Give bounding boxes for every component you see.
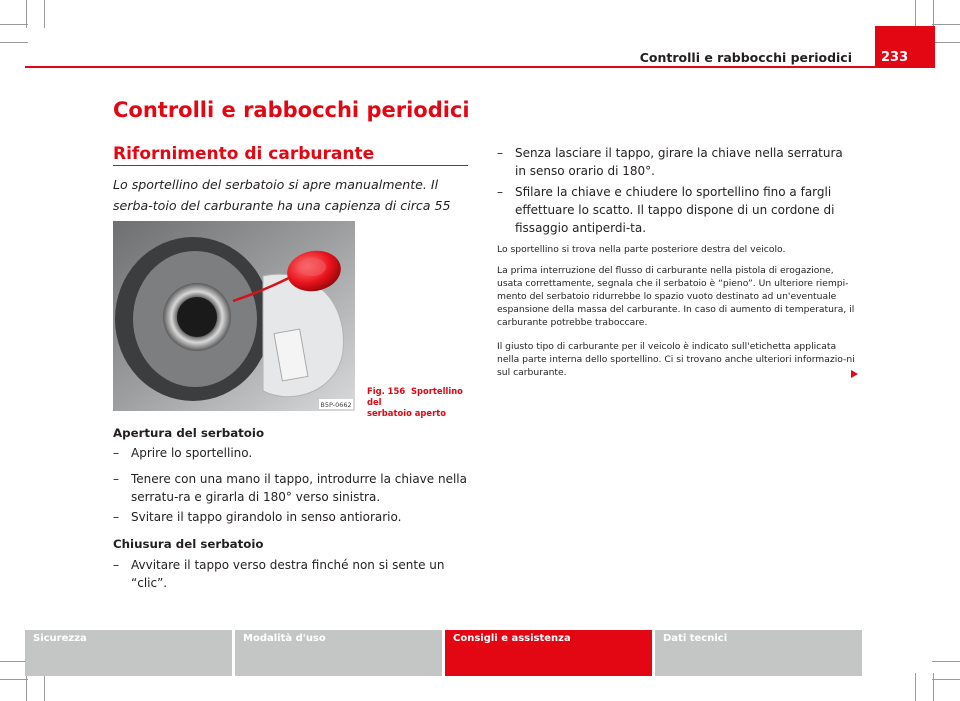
crop-mark [44,673,45,701]
opening-heading: Apertura del serbatoio [113,426,265,440]
footer-tab-dati-tecnici[interactable]: Dati tecnici [655,630,862,676]
figure-code: B5P-0662 [320,401,352,409]
crop-mark [0,42,28,43]
crop-mark [932,42,960,43]
step-item: – Svitare il tappo girandolo in senso antiorario. [113,510,402,524]
running-header-title: Controlli e rabbocchi periodici [639,50,852,65]
crop-mark [932,679,960,680]
figure-caption-line1: Sportellino del [367,386,463,407]
footer-tab-sicurezza[interactable]: Sicurezza [25,630,232,676]
crop-mark [932,661,960,662]
figure-caption-line2: serbatoio aperto [367,408,446,418]
crop-mark [44,0,45,28]
figure-caption [367,386,467,419]
footer-tab-consigli-assistenza[interactable]: Consigli e assistenza [445,630,652,676]
crop-mark [915,673,916,701]
section-intro: Lo sportellino del serbatoio si apre manualmente. Il serba-toio del carburante ha una capienza di circa 55 [113,177,451,213]
step-item: – Senza lasciare il tappo, girare la chiave nella serratura in senso orario di 180°. [497,146,843,178]
continue-arrow-icon [851,370,858,378]
footer-tab-modalita-uso[interactable]: Modalità d'uso [235,630,442,676]
crop-mark [933,673,934,701]
crop-mark [0,661,28,662]
note-paragraph: La prima interruzione del flusso di carburante nella pistola di erogazione, usata correttamente, segnala che il serbatoio è “pieno”. Un ulteriore riempi-mento del serbatoio ridurrebbe lo spazio vuoto destinato ad un'eventuale espansione della massa del carburante. In caso di aumento di temperatura, il carburante potrebbe traboccare. [497,265,855,328]
figure-label: Fig. 156 [367,386,406,396]
page-number: 233 [875,26,935,68]
step-item: – Aprire lo sportellino. [113,446,253,460]
note-paragraph: Il giusto tipo di carburante per il veicolo è indicato sull'etichetta applicata nella parte interna dello sportellino. Ci si trovano anche ulteriori informazio-ni sul carburante. [497,341,855,378]
crop-mark [26,673,27,701]
chapter-title: Controlli e rabbocchi periodici [113,98,470,122]
crop-mark [26,0,27,28]
section-title: Rifornimento di carburante [113,144,375,164]
crop-mark [0,24,28,25]
step-item: – Tenere con una mano il tappo, introdurre la chiave nella serratu-ra e girarla di 180° verso sinistra. [113,472,467,504]
section-rule [113,165,468,166]
crop-mark [933,0,934,28]
step-item: – Sfilare la chiave e chiudere lo sportellino fino a fargli effettuare lo scatto. Il tappo dispone di un cordone di fissaggio antiperdi-ta. [497,185,835,235]
closing-heading: Chiusura del serbatoio [113,537,264,551]
header-rule [25,66,875,68]
note-paragraph: Lo sportellino si trova nella parte posteriore destra del veicolo. [497,244,786,255]
crop-mark [915,0,916,28]
fuel-filler-photo [113,221,355,411]
crop-mark [0,679,28,680]
step-item: – Avvitare il tappo verso destra finché non si sente un “clic”. [113,558,445,590]
crop-mark [932,24,960,25]
